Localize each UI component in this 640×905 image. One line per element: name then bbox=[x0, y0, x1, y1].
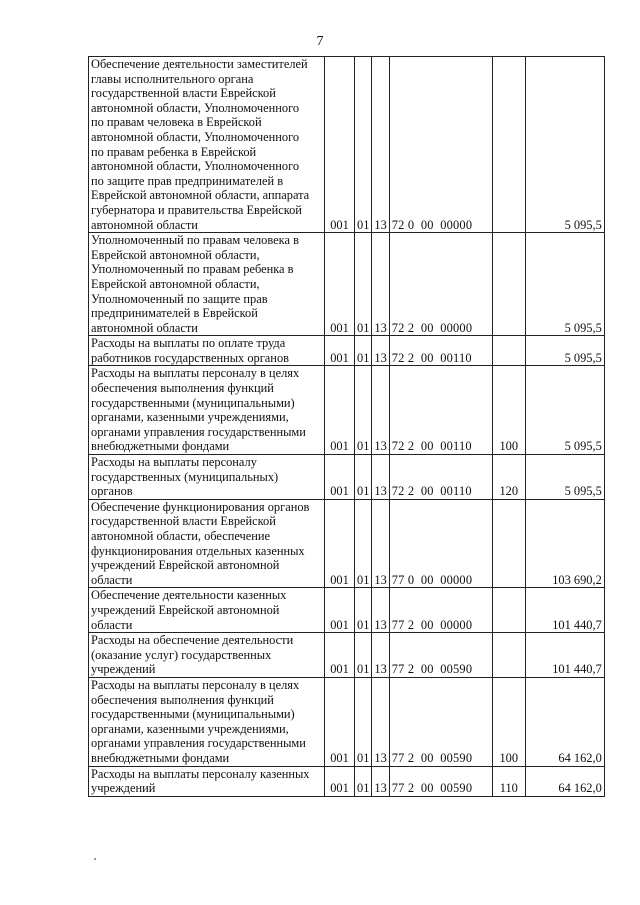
item-name-cell bbox=[89, 633, 325, 678]
section-code-cell: 01 bbox=[355, 633, 372, 678]
item-name-line: Обеспечение деятельности казенных bbox=[91, 588, 287, 603]
item-name-line: обеспечения выполнения функций bbox=[91, 692, 274, 707]
expense-type-cell: 110 bbox=[492, 766, 525, 796]
ministry-code-cell: 001 bbox=[325, 633, 355, 678]
target-article-cell: 77 2 00 00590 bbox=[389, 633, 492, 678]
target-article-cell: 72 0 00 00000 bbox=[389, 57, 492, 233]
section-code-cell: 01 bbox=[355, 766, 372, 796]
section-code-cell: 01 bbox=[355, 499, 372, 588]
subsection-code-cell: 13 bbox=[372, 766, 389, 796]
item-name-line: государственной власти Еврейской bbox=[91, 86, 276, 101]
item-name-line: органами, казенными учреждениями, bbox=[91, 721, 289, 736]
amount-cell: 101 440,7 bbox=[525, 633, 604, 678]
ministry-code-cell: 001 bbox=[325, 588, 355, 633]
ministry-code-cell: 001 bbox=[325, 57, 355, 233]
item-name-line: органами управления государственными bbox=[91, 424, 306, 439]
item-name-line: государственными (муниципальными) bbox=[91, 395, 295, 410]
expense-type-cell bbox=[492, 233, 525, 336]
item-name-cell bbox=[89, 677, 325, 766]
amount-cell: 64 162,0 bbox=[525, 677, 604, 766]
item-name-line: автономной области, обеспечение bbox=[91, 529, 271, 543]
item-name-line: органами, казенными учреждениями, bbox=[91, 410, 289, 425]
amount-cell: 5 095,5 bbox=[525, 366, 604, 455]
item-name-line: функционирования отдельных казенных bbox=[91, 543, 305, 558]
table-row bbox=[89, 766, 605, 796]
item-name-line: государственной власти Еврейской bbox=[91, 514, 276, 529]
item-name-line: органами управления государственными bbox=[91, 736, 306, 751]
item-name-cell bbox=[89, 57, 325, 233]
item-name-line: губернатора и правительства Еврейской bbox=[91, 202, 302, 217]
item-name-line: автономной области, Уполномоченного bbox=[91, 159, 300, 174]
item-name-line: Расходы на выплаты персоналу bbox=[91, 455, 257, 470]
item-name-line: по правам ребенка в Еврейской bbox=[91, 144, 257, 159]
ministry-code-cell: 001 bbox=[325, 455, 355, 500]
item-name-line: автономной области, Уполномоченного bbox=[91, 129, 300, 144]
subsection-code-cell: 13 bbox=[372, 336, 389, 366]
subsection-code-cell: 13 bbox=[372, 233, 389, 336]
expense-type-cell: 100 bbox=[492, 366, 525, 455]
item-name-line: (оказание услуг) государственных bbox=[91, 647, 272, 662]
target-article-cell: 77 2 00 00000 bbox=[389, 588, 492, 633]
expense-type-cell bbox=[492, 57, 525, 233]
subsection-code-cell: 13 bbox=[372, 499, 389, 588]
item-name-cell bbox=[89, 366, 325, 455]
expense-type-cell bbox=[492, 588, 525, 633]
target-article-cell: 77 0 00 00000 bbox=[389, 499, 492, 588]
item-name-line: органов bbox=[91, 484, 133, 499]
subsection-code-cell: 13 bbox=[372, 57, 389, 233]
item-name-line: работников государственных органов bbox=[91, 350, 289, 365]
table-row bbox=[89, 677, 605, 766]
item-name-line: учреждений bbox=[91, 662, 156, 677]
ministry-code-cell: 001 bbox=[325, 766, 355, 796]
item-name-line: обеспечения выполнения функций bbox=[91, 381, 274, 396]
section-code-cell: 01 bbox=[355, 677, 372, 766]
amount-cell: 64 162,0 bbox=[525, 766, 604, 796]
item-name-line: Расходы на обеспечение деятельности bbox=[91, 633, 294, 648]
ministry-code-cell: 001 bbox=[325, 336, 355, 366]
item-name-line: Уполномоченный по правам ребенка в bbox=[91, 262, 294, 277]
item-name-cell bbox=[89, 499, 325, 588]
table-row bbox=[89, 633, 605, 678]
subsection-code-cell: 13 bbox=[372, 455, 389, 500]
table-row bbox=[89, 366, 605, 455]
item-name-cell bbox=[89, 336, 325, 366]
subsection-code-cell: 13 bbox=[372, 677, 389, 766]
table-row bbox=[89, 233, 605, 336]
amount-cell: 5 095,5 bbox=[525, 57, 604, 233]
item-name-line: государственными (муниципальными) bbox=[91, 707, 295, 722]
ministry-code-cell: 001 bbox=[325, 366, 355, 455]
item-name-line: учреждений Еврейской автономной bbox=[91, 602, 280, 617]
item-name-line: автономной области bbox=[91, 217, 198, 232]
subsection-code-cell: 13 bbox=[372, 588, 389, 633]
table-row bbox=[89, 499, 605, 588]
section-code-cell: 01 bbox=[355, 57, 372, 233]
section-code-cell: 01 bbox=[355, 455, 372, 500]
item-name-line: Расходы на выплаты персоналу казенных bbox=[91, 766, 310, 781]
item-name-line: Еврейской автономной области, аппарата bbox=[91, 188, 310, 203]
budget-table-body bbox=[89, 57, 605, 797]
expense-type-cell: 120 bbox=[492, 455, 525, 500]
item-name-cell bbox=[89, 766, 325, 796]
item-name-line: Еврейской автономной области, bbox=[91, 247, 260, 262]
item-name-line: по защите прав предпринимателей в bbox=[91, 173, 284, 188]
table-row bbox=[89, 455, 605, 500]
item-name-line: Обеспечение деятельности заместителей bbox=[91, 57, 308, 71]
section-code-cell: 01 bbox=[355, 366, 372, 455]
scan-speck bbox=[94, 858, 96, 860]
amount-cell: 101 440,7 bbox=[525, 588, 604, 633]
expense-type-cell bbox=[492, 336, 525, 366]
amount-cell: 5 095,5 bbox=[525, 455, 604, 500]
item-name-line: государственных (муниципальных) bbox=[91, 469, 279, 484]
item-name-line: Расходы на выплаты персоналу в целях bbox=[91, 366, 300, 381]
item-name-line: предпринимателей в Еврейской bbox=[91, 306, 258, 321]
section-code-cell: 01 bbox=[355, 588, 372, 633]
table-row bbox=[89, 336, 605, 366]
item-name-line: Еврейской автономной области, bbox=[91, 276, 260, 291]
amount-cell: 5 095,5 bbox=[525, 233, 604, 336]
expense-type-cell bbox=[492, 499, 525, 588]
item-name-line: Обеспечение функционирования органов bbox=[91, 499, 310, 514]
section-code-cell: 01 bbox=[355, 233, 372, 336]
item-name-line: области bbox=[91, 617, 133, 632]
amount-cell: 103 690,2 bbox=[525, 499, 604, 588]
item-name-line: автономной области, Уполномоченного bbox=[91, 100, 300, 115]
target-article-cell: 77 2 00 00590 bbox=[389, 766, 492, 796]
target-article-cell: 72 2 00 00110 bbox=[389, 336, 492, 366]
item-name-line: внебюджетными фондами bbox=[91, 439, 230, 454]
ministry-code-cell: 001 bbox=[325, 499, 355, 588]
page-number: 7 bbox=[316, 34, 324, 49]
item-name-line: по правам человека в Еврейской bbox=[91, 115, 262, 130]
subsection-code-cell: 13 bbox=[372, 366, 389, 455]
expense-type-cell: 100 bbox=[492, 677, 525, 766]
item-name-line: внебюджетными фондами bbox=[91, 750, 230, 765]
ministry-code-cell: 001 bbox=[325, 677, 355, 766]
table-row bbox=[89, 57, 605, 233]
item-name-line: Уполномоченный по защите прав bbox=[91, 291, 268, 306]
item-name-line: учреждений Еврейской автономной bbox=[91, 558, 280, 573]
item-name-cell bbox=[89, 455, 325, 500]
target-article-cell: 72 2 00 00000 bbox=[389, 233, 492, 336]
item-name-line: автономной области bbox=[91, 320, 198, 335]
item-name-line: учреждений bbox=[91, 781, 156, 796]
section-code-cell: 01 bbox=[355, 336, 372, 366]
ministry-code-cell: 001 bbox=[325, 233, 355, 336]
target-article-cell: 77 2 00 00590 bbox=[389, 677, 492, 766]
target-article-cell: 72 2 00 00110 bbox=[389, 366, 492, 455]
item-name-line: Уполномоченный по правам человека в bbox=[91, 233, 299, 248]
subsection-code-cell: 13 bbox=[372, 633, 389, 678]
table-row bbox=[89, 588, 605, 633]
amount-cell: 5 095,5 bbox=[525, 336, 604, 366]
item-name-cell bbox=[89, 588, 325, 633]
expense-type-cell bbox=[492, 633, 525, 678]
item-name-line: Расходы на выплаты по оплате труда bbox=[91, 336, 286, 351]
item-name-line: Расходы на выплаты персоналу в целях bbox=[91, 677, 300, 692]
item-name-line: области bbox=[91, 572, 133, 587]
budget-table bbox=[88, 56, 605, 797]
item-name-cell bbox=[89, 233, 325, 336]
item-name-line: главы исполнительного органа bbox=[91, 71, 254, 86]
target-article-cell: 72 2 00 00110 bbox=[389, 455, 492, 500]
